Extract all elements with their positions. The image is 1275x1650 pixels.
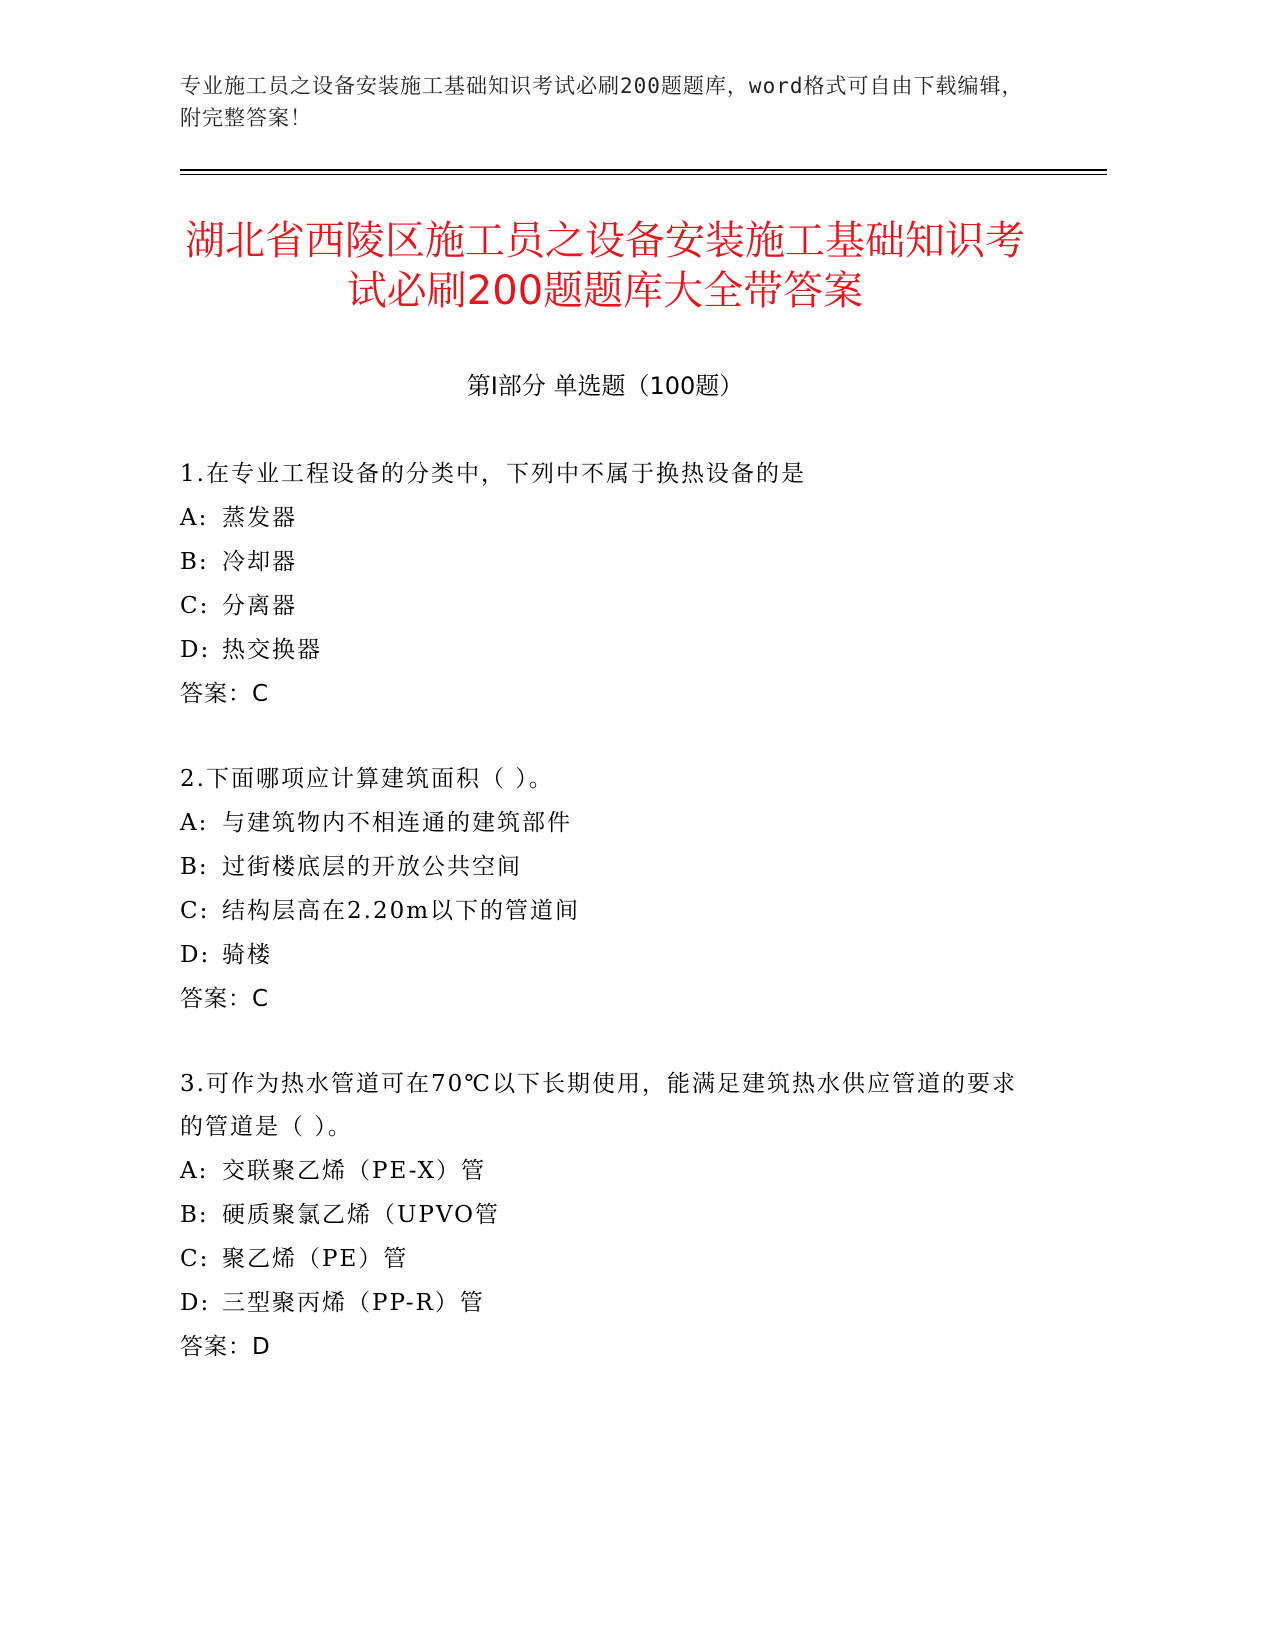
option-text: 冷却器 [222, 549, 297, 575]
option-letter: A: [180, 505, 209, 531]
option-b [180, 540, 1040, 584]
option-letter: D: [180, 1290, 211, 1316]
option-text: 热交换器 [222, 637, 322, 663]
option-c [180, 1237, 1040, 1281]
answer: 答案：C [180, 986, 270, 1012]
option-letter: B: [180, 1202, 209, 1228]
section-title: 第I部分 单选题（100题） [466, 372, 744, 400]
option-letter: D: [180, 637, 211, 663]
header-note: 专业施工员之设备安装施工基础知识考试必刷200题题库，word格式可自由下载编辑，附完整答案！ [180, 74, 1024, 130]
option-text: 与建筑物内不相连通的建筑部件 [222, 810, 572, 836]
question-stem: 1.在专业工程设备的分类中，下列中不属于换热设备的是 [180, 461, 806, 487]
header-divider-thick [180, 169, 1107, 171]
option-text: 交联聚乙烯（PE-X）管 [222, 1158, 487, 1184]
option-d [180, 933, 1040, 977]
question-stem: 2.下面哪项应计算建筑面积（ ）。 [180, 766, 554, 792]
question-3 [180, 1063, 1040, 1369]
option-letter: B: [180, 549, 209, 575]
option-c [180, 584, 1040, 628]
answer: 答案：D [180, 1334, 271, 1360]
option-letter: C: [180, 593, 210, 619]
option-text: 三型聚丙烯（PP-R）管 [222, 1290, 485, 1316]
header-divider-thin [180, 174, 1107, 175]
option-b [180, 1193, 1040, 1237]
option-a [180, 801, 1040, 845]
option-text: 蒸发器 [222, 505, 297, 531]
option-letter: A: [180, 810, 209, 836]
question-stem: 3.可作为热水管道可在70℃以下长期使用，能满足建筑热水供应管道的要求的管道是（ ）。 [180, 1071, 1017, 1140]
option-text: 聚乙烯（PE）管 [222, 1246, 409, 1272]
option-text: 结构层高在2.20m以下的管道间 [222, 898, 581, 924]
option-a [180, 1149, 1040, 1193]
option-letter: C: [180, 1246, 210, 1272]
option-letter: B: [180, 854, 209, 880]
question-2 [180, 758, 1040, 1021]
option-a [180, 496, 1040, 540]
option-letter: D: [180, 942, 211, 968]
option-text: 分离器 [222, 593, 297, 619]
option-b [180, 845, 1040, 889]
option-text: 骑楼 [222, 942, 272, 968]
question-1 [180, 453, 1040, 716]
option-text: 过街楼底层的开放公共空间 [222, 854, 522, 880]
answer: 答案：C [180, 681, 270, 707]
option-d [180, 628, 1040, 672]
option-letter: C: [180, 898, 210, 924]
document-title: 湖北省西陵区施工员之设备安装施工基础知识考试必刷200题题库大全带答案 [185, 218, 1025, 314]
option-c [180, 889, 1040, 933]
option-letter: A: [180, 1158, 209, 1184]
option-d [180, 1281, 1040, 1325]
option-text: 硬质聚氯乙烯（UPVO管 [222, 1202, 500, 1228]
